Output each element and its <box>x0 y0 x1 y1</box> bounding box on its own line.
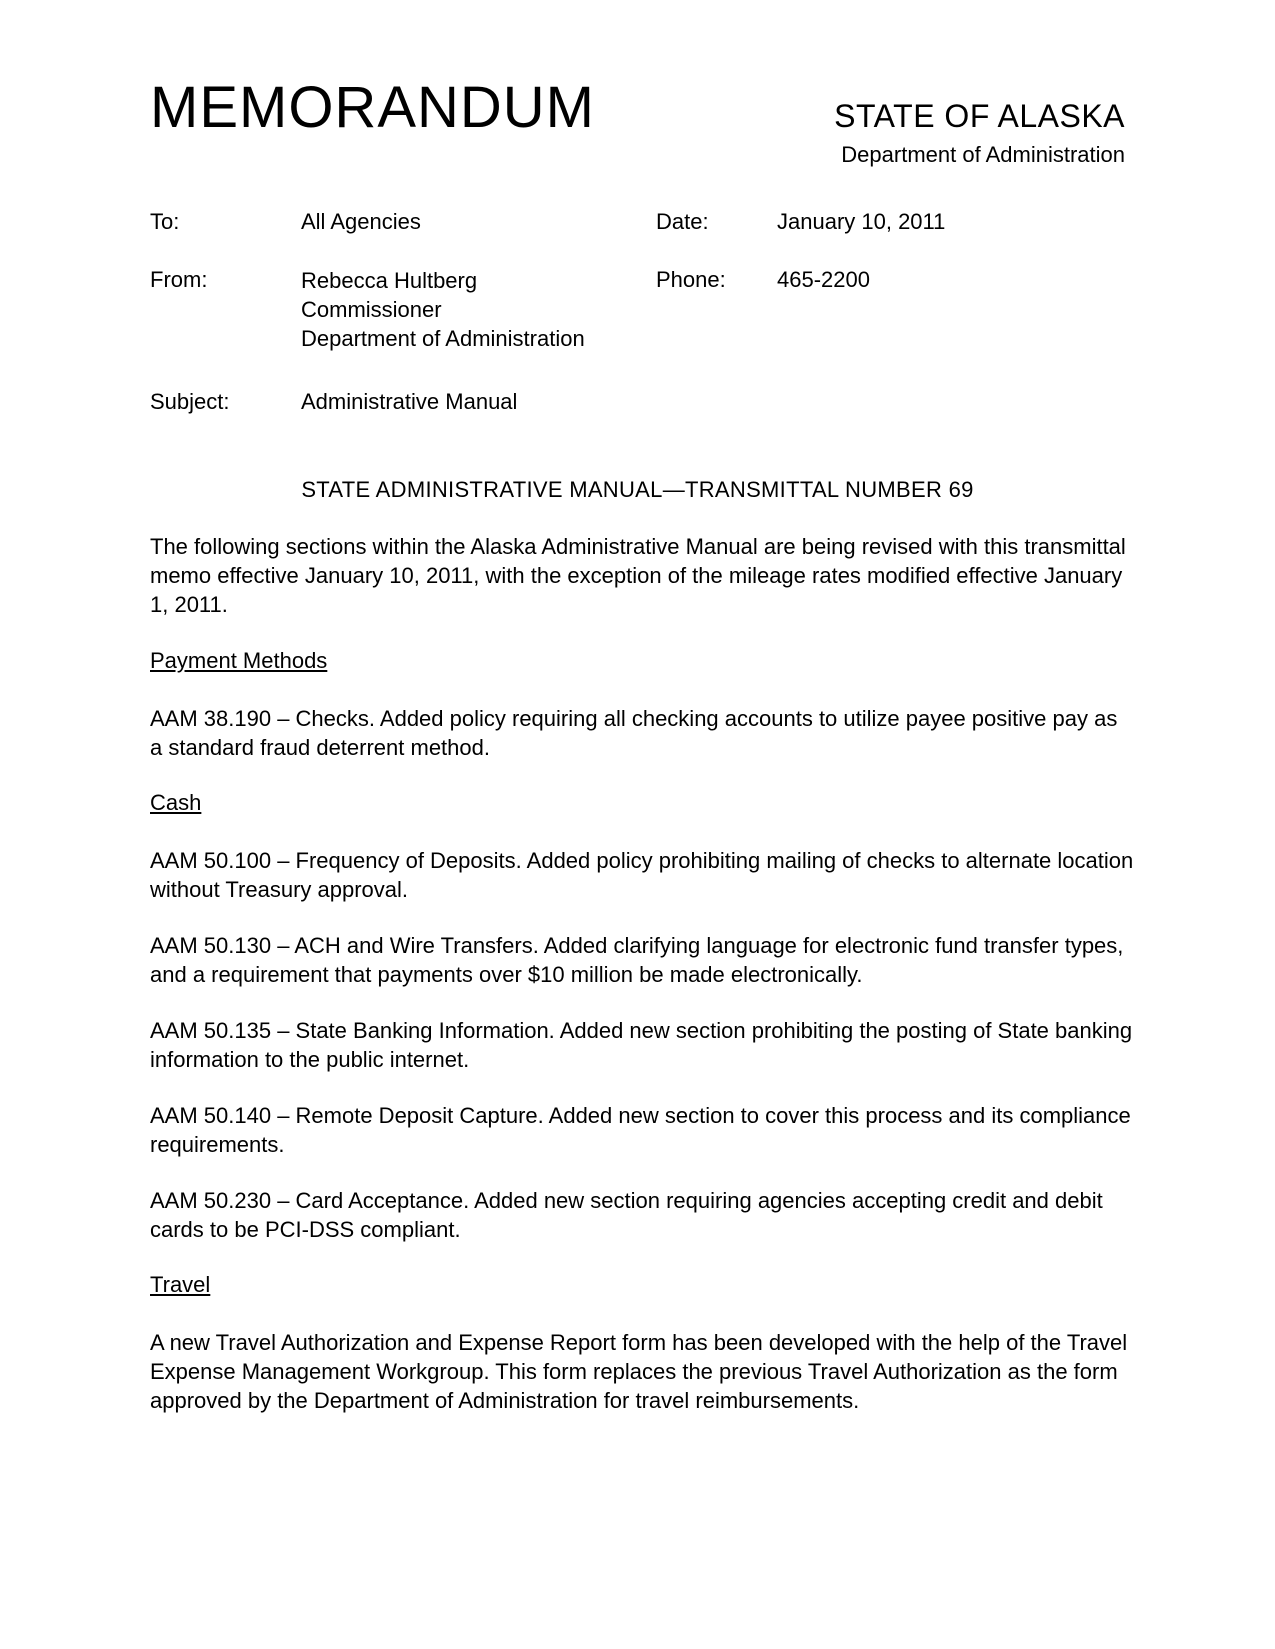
cash-item-50-140: AAM 50.140 – Remote Deposit Capture. Added new section to cover this process and its compliance requirements. <box>150 1103 1131 1157</box>
agency-department: Department of Administration <box>841 142 1125 167</box>
section-heading-travel: Travel <box>150 1272 211 1297</box>
travel-paragraph: A new Travel Authorization and Expense Report form has been developed with the help of the Travel Expense Management Workgroup. This form replaces the previous Travel Authorization as the form approved by the Department of Administration for travel reimbursements. <box>150 1330 1128 1413</box>
memo-title: MEMORANDUM <box>150 75 595 140</box>
intro-paragraph: The following sections within the Alaska Administrative Manual are being revised with this transmittal memo effective January 10, 2011, with the exception of the mileage rates modified effective January 1, 2011. <box>150 534 1126 617</box>
to-value: All Agencies <box>301 209 421 234</box>
agency-block <box>834 98 1125 168</box>
date-value: January 10, 2011 <box>777 209 946 234</box>
from-title: Commissioner <box>301 297 442 322</box>
date-label: Date: <box>656 209 709 234</box>
phone-value: 465-2200 <box>777 267 870 292</box>
section-heading-payment: Payment Methods <box>150 648 328 673</box>
transmittal-title: STATE ADMINISTRATIVE MANUAL—TRANSMITTAL NUMBER 69 <box>301 477 974 502</box>
cash-item-50-230: AAM 50.230 – Card Acceptance. Added new section requiring agencies accepting credit and debit cards to be PCI-DSS compliant. <box>150 1188 1103 1242</box>
from-label: From: <box>150 267 208 292</box>
payment-item-38-190: AAM 38.190 – Checks. Added policy requiring all checking accounts to utilize payee positive pay as a standard fraud deterrent method. <box>150 706 1118 760</box>
from-name: Rebecca Hultberg <box>301 268 478 293</box>
subject-label: Subject: <box>150 389 230 414</box>
section-heading-cash: Cash <box>150 790 202 815</box>
cash-item-50-135: AAM 50.135 – State Banking Information. Added new section prohibiting the posting of State banking information to the public internet. <box>150 1018 1133 1072</box>
agency-name: STATE OF ALASKA <box>834 98 1125 134</box>
from-value <box>301 266 585 353</box>
from-department: Department of Administration <box>301 326 585 351</box>
cash-item-50-130: AAM 50.130 – ACH and Wire Transfers. Added clarifying language for electronic fund transfer types, and a requirement that payments over $10 million be made electronically. <box>150 933 1124 987</box>
to-label: To: <box>150 209 180 234</box>
cash-item-50-100: AAM 50.100 – Frequency of Deposits. Added policy prohibiting mailing of checks to alternate location without Treasury approval. <box>150 848 1134 902</box>
subject-value: Administrative Manual <box>301 389 518 414</box>
phone-label: Phone: <box>656 267 726 292</box>
